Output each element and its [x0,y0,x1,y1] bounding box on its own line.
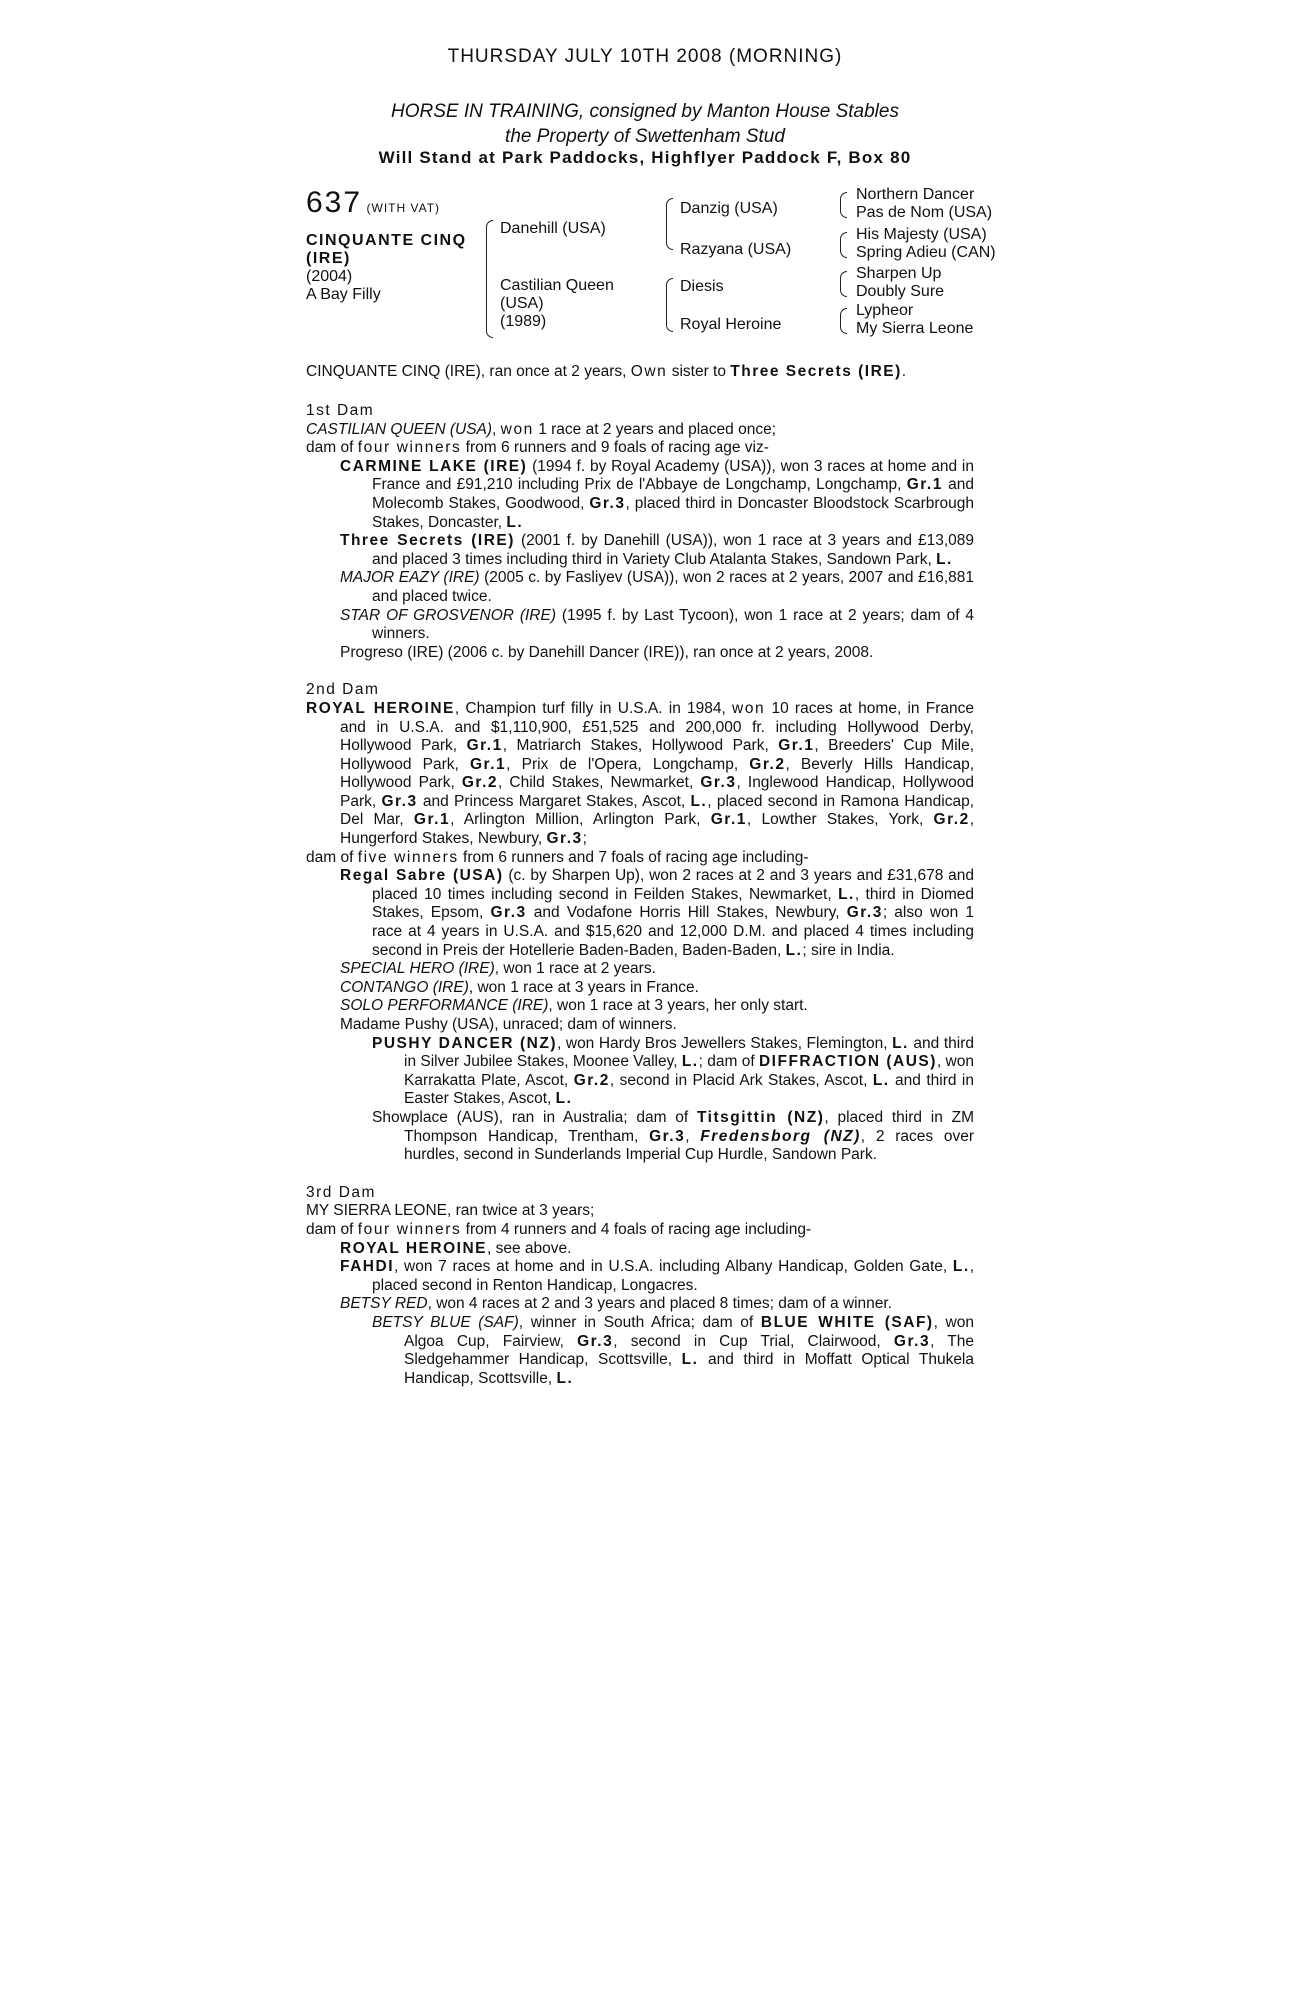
grandproduce-pushy-dancer [306,1035,974,1109]
t: L. [506,513,524,531]
ancestor-8: My Sierra Leone [856,320,974,337]
dam-country: (USA) [500,295,544,312]
produce-special-hero [306,960,974,979]
t: 1 race at 2 years and placed once; [533,420,777,438]
second-dam-produce-summary [306,849,974,868]
t: (1995 f. by Last Tycoon), won 1 race at 2 years; dam of 4 winners. [372,606,975,643]
t: Gr.3 [649,1127,686,1145]
t: Showplace (AUS), ran in Australia; dam of [372,1108,697,1126]
dam-year: (1989) [500,313,547,330]
t: ; also won 1 race at 4 years in U.S.A. and $15,620 and 12,000 D.M. and placed 4 times including second in Preis der Hotellerie Baden-Baden, Baden-Baden, [372,904,974,959]
produce-regal-sabre [306,867,974,960]
horse-country: (IRE) [306,250,351,267]
ancestor-1: Northern Dancer [856,186,975,203]
t: SPECIAL HERO (IRE) [340,960,495,978]
t: , second in Cup Trial, Clairwood, [613,1332,894,1350]
third-dam-record: MY SIERRA LEONE, ran twice at 3 years; [306,1202,595,1220]
t: dam of [306,848,358,866]
t: , placed third in ZM Thompson Handicap, Trentham, [404,1108,974,1145]
second-dam-record [306,700,974,849]
t: BLUE WHITE (SAF) [760,1313,934,1331]
t: and Vodafone Horris Hill Stakes, Newbury, [526,904,847,922]
t: Gr.2 [573,1071,610,1089]
t: , Matriarch Stakes, Hollywood Park, [502,737,779,755]
t: from 6 runners and 7 foals of racing age including- [458,848,809,866]
t: , see above. [486,1239,572,1257]
t: L. [872,1071,890,1089]
t: Gr.3 [577,1332,614,1350]
t: SOLO PERFORMANCE (IRE) [340,997,549,1015]
t: L. [952,1258,970,1276]
t: ; sire in India. [802,941,895,959]
first-dam-name: CASTILIAN QUEEN (USA) [306,420,493,438]
t: and Molecomb Stakes, Goodwood, [372,476,974,512]
t: , The Sledgehammer Handicap, Scottsville, [404,1332,975,1369]
produce-solo-performance [306,997,974,1016]
intro-paragraph [306,363,974,382]
third-dam-heading: 3rd Dam [306,1183,376,1201]
produce-madame-pushy: Madame Pushy (USA), unraced; dam of winners. [340,1016,677,1033]
t: L. [681,1053,699,1071]
t: , Prix de l'Opera, Longchamp, [506,755,750,773]
pedigree-table [306,186,1026,356]
t: Gr.1 [778,737,815,755]
t: won [732,699,766,717]
t: L. [556,1369,574,1387]
t: 10 races at home, in France and in U.S.A. and $1,110,900, £51,525 and 200,000 fr. including Hollywood Derby, Hollywood Park, [340,699,974,755]
t: , Champion turf filly in U.S.A. in 1984, [454,699,733,717]
t: and Princess Margaret Stakes, Ascot, [417,792,691,810]
produce-fahdi [306,1258,974,1295]
sire: Danehill (USA) [500,220,606,237]
produce-three-secrets [306,532,974,569]
stable-location: Will Stand at Park Paddocks, Highflyer Paddock F, Box 80 [378,148,912,167]
t: L. [555,1090,573,1108]
t: BETSY RED [340,1295,428,1313]
produce-contango [306,979,974,998]
t: L. [838,885,855,903]
intro-own: Own [630,363,668,380]
t: (c. by Sharpen Up), won 2 races at 2 and 3 years and £31,678 and placed 10 times including second in Feilden Stakes, Newmarket, [372,867,974,903]
t: BETSY BLUE (SAF) [372,1313,519,1331]
first-dam-produce-summary [306,439,974,458]
t: (1994 f. by Royal Academy (USA)), won 3 races at home and in France and £91,210 including Prix de l'Abbaye de Longchamp, Longchamp, [372,457,974,494]
ancestor-2: Pas de Nom (USA) [856,204,993,221]
t: L. [690,792,708,810]
t: Gr.2 [933,811,970,829]
horse-description: A Bay Filly [306,286,381,303]
first-dam-heading: 1st Dam [306,402,375,419]
t: (2001 f. by Danehill (USA)), won 1 race at 3 years and £13,089 and placed 3 times including third in Variety Club Atalanta Stakes, Sandown Park, [372,532,974,568]
t: Gr.1 [466,737,503,755]
t: Three Secrets (IRE) [340,532,515,550]
vat-note: (WITH VAT) [366,201,441,215]
bracket-g2 [840,232,847,258]
t: , placed second in Renton Handicap, Longacres. [372,1258,974,1294]
ancestor-7: Lypheor [856,302,914,319]
third-dam-produce-summary [306,1221,974,1240]
second-dam-heading: 2nd Dam [306,681,380,699]
t: Gr.1 [413,811,451,829]
t: , placed second in Ramona Handicap, Del Mar, [340,792,974,829]
t: L. [785,941,803,959]
sale-date: THURSDAY JULY 10TH 2008 (MORNING) [447,46,843,67]
t: , winner in South Africa; dam of [518,1313,761,1331]
t: and third in Moffatt Optical Thukela Handicap, Scottsville, [404,1351,974,1387]
family-details [306,402,974,1388]
t: Gr.1 [470,755,507,773]
t: ; [582,830,587,848]
lot-header [306,186,441,219]
t: MAJOR EAZY (IRE) [340,569,480,587]
t: FAHDI [340,1258,394,1276]
bracket-g3 [840,271,847,297]
t: (2005 c. by Fasliyev (USA)), won 2 races at 2 years, 2007 and £16,881 and placed twice. [372,569,975,605]
t: four winners [357,439,462,457]
dam-name: Castilian Queen [500,277,614,294]
ancestor-5: Sharpen Up [856,265,942,282]
t: , won Karrakatta Plate, Ascot, [404,1053,974,1089]
t: Gr.2 [749,755,786,773]
t: , won Algoa Cup, Fairview, [404,1313,974,1350]
intro-text: CINQUANTE CINQ (IRE), ran once at 2 years, [306,363,631,380]
produce-star-of-grosvenor [306,607,974,644]
t: , won 1 race at 2 years. [494,960,656,978]
t: , won 1 race at 3 years in France. [468,978,699,996]
horse-name: CINQUANTE CINQ [306,232,467,249]
t: ROYAL HEROINE [340,1239,487,1257]
bracket-generation-1 [486,220,493,338]
t: , [492,420,501,438]
produce-royal-heroine [306,1240,974,1259]
t: Gr.3 [546,830,583,848]
t: dam of [306,439,358,457]
produce-betsy-red [306,1295,974,1314]
foaling-year: (2004) [306,268,353,285]
t: , won 4 races at 2 and 3 years and placed 8 times; dam of a winner. [427,1295,892,1313]
property-line: the Property of Swettenham Stud [505,126,785,147]
t: L. [892,1034,909,1052]
t: STAR OF GROSVENOR (IRE) [340,606,556,624]
produce-major-eazy [306,569,974,606]
t: Gr.3 [846,904,883,922]
t: DIFFRACTION (AUS) [758,1053,937,1071]
ancestor-6: Doubly Sure [856,283,945,300]
t: , [685,1127,701,1145]
t: Gr.3 [381,792,418,810]
t: CARMINE LAKE (IRE) [340,457,528,475]
t: Fredensborg (NZ) [700,1127,861,1145]
intro-sister-name: Three Secrets (IRE) [730,363,902,380]
t: , second in Placid Ark Stakes, Ascot, [609,1071,873,1089]
lot-number: 637 [306,186,363,219]
t: , won Hardy Bros Jewellers Stakes, Flemington, [557,1034,893,1052]
t: four winners [357,1220,462,1238]
t: , third in Diomed Stakes, Epsom, [372,885,974,922]
bracket-g1 [840,192,847,218]
t: Gr.2 [461,774,499,792]
produce-progreso: Progreso (IRE) (2006 c. by Danehill Dancer (IRE)), ran once at 2 years, 2008. [340,643,874,661]
sire-dam: Razyana (USA) [680,241,792,258]
t: ; dam of [698,1053,759,1071]
t: Gr.3 [589,494,626,512]
grandproduce-showplace [306,1109,974,1165]
t: Gr.3 [893,1332,931,1350]
intro-end: . [901,363,907,380]
t: and third in Silver Jubilee Stakes, Moonee Valley, [404,1034,974,1071]
bracket-dam-line [666,278,673,332]
first-dam-summary [306,421,974,440]
t: , won 7 races at home and in U.S.A. including Albany Handicap, Golden Gate, [394,1258,953,1276]
dam-sire: Diesis [680,278,724,295]
produce-carmine-lake [306,458,974,532]
grandproduce-betsy-blue [306,1314,974,1388]
t: Gr.1 [710,811,747,829]
t: , Lowther Stakes, York, [746,811,934,829]
t: Regal Sabre (USA) [340,867,504,885]
t: , placed third in Doncaster Bloodstock Scarbrough Stakes, Doncaster, [372,494,974,531]
bracket-g4 [840,308,847,334]
bracket-sire-line [666,198,673,250]
t: L. [936,550,953,568]
sire-sire: Danzig (USA) [680,200,778,217]
t: Titsgittin (NZ) [696,1108,825,1126]
t: L. [681,1351,699,1369]
t: from 4 runners and 4 foals of racing age including- [461,1220,812,1238]
t: Gr.1 [906,476,943,494]
t: , Breeders' Cup Mile, Hollywood Park, [340,737,975,773]
t: , won 1 race at 3 years, her only start. [548,997,808,1015]
t: , 2 races over hurdles, second in Sunderlands Imperial Cup Hurdle, Sandown Park. [404,1127,974,1164]
ancestor-4: Spring Adieu (CAN) [856,244,996,261]
dam-dam: Royal Heroine [680,316,782,333]
t: dam of [306,1220,358,1238]
t: CONTANGO (IRE) [340,978,469,996]
t: , Inglewood Handicap, Hollywood Park, [340,774,974,810]
consignor-line: HORSE IN TRAINING, consigned by Manton House Stables [391,101,899,122]
t: won [500,420,534,438]
t: PUSHY DANCER (NZ) [372,1034,558,1052]
t: , Beverly Hills Handicap, Hollywood Park, [340,755,974,792]
t: from 6 runners and 9 foals of racing age viz- [461,439,769,457]
t: , Hungerford Stakes, Newbury, [340,811,975,848]
intro-text-2: sister to [667,363,731,380]
ancestor-3: His Majesty (USA) [856,226,987,243]
t: Gr.3 [490,904,527,922]
t: Gr.3 [700,774,737,792]
t: , Child Stakes, Newmarket, [498,774,701,792]
t: five winners [357,848,459,866]
t: and third in Easter Stakes, Ascot, [404,1071,974,1108]
t: ROYAL HEROINE [306,699,455,717]
t: , Arlington Million, Arlington Park, [450,811,711,829]
